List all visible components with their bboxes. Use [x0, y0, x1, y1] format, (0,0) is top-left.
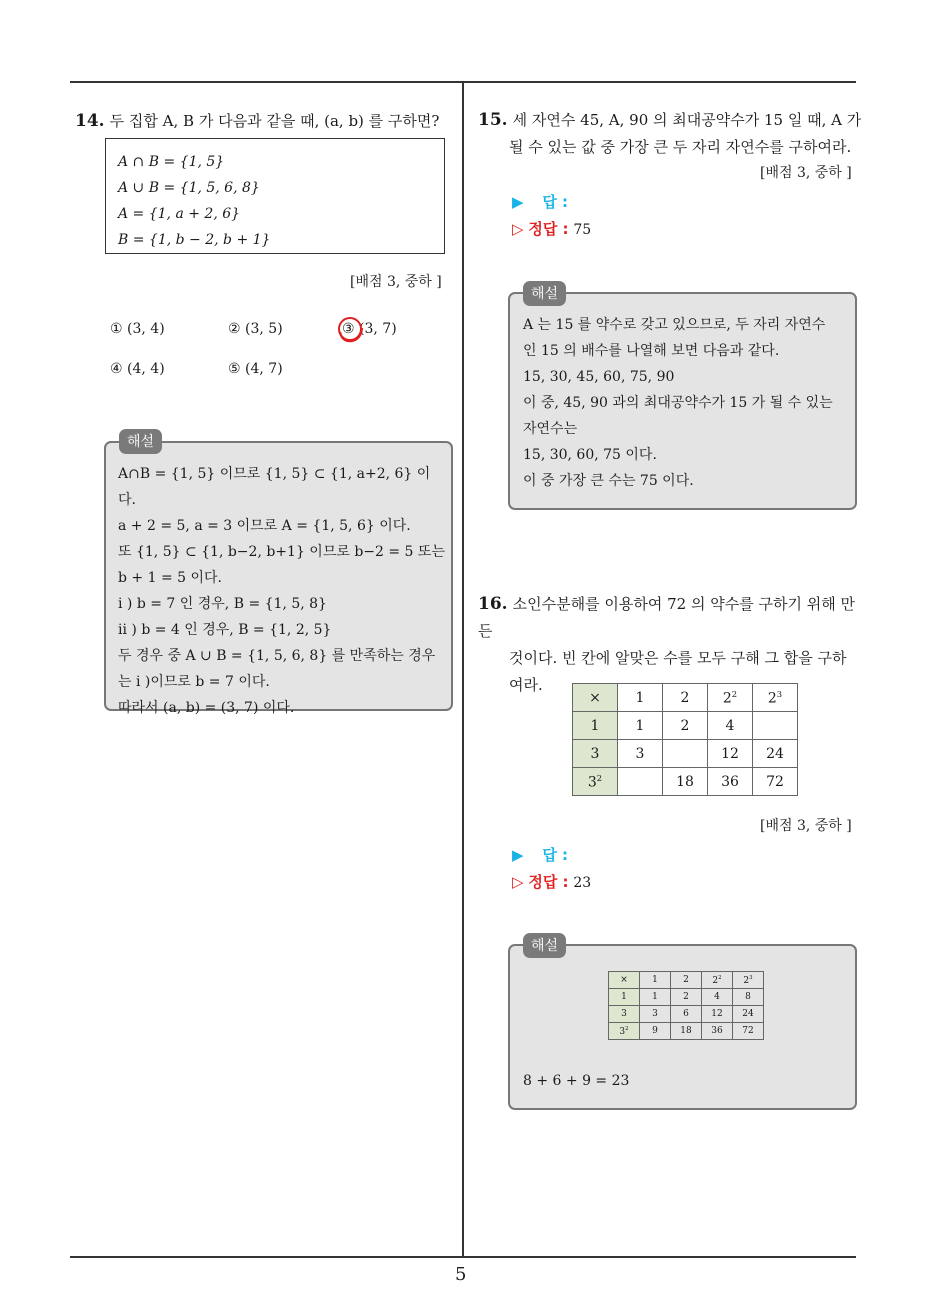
table-cell: 1 — [609, 989, 640, 1006]
table-cell: 1 — [618, 712, 663, 740]
question-text-line: 세 자연수 45, A, 90 의 최대공약수가 15 일 때, A 가 — [512, 111, 862, 129]
question-text-line: 것이다. 빈 칸에 알맞은 수를 모두 구해 그 합을 구하 — [509, 649, 847, 667]
question-text-line: 소인수분해를 이용하여 72 의 약수를 구하기 위해 만든 — [478, 595, 855, 640]
table-row — [609, 989, 764, 1006]
solution-line: 인 15 의 배수를 나열해 보면 다음과 같다. — [523, 343, 780, 359]
score-label: [배점 3, 중하 ] — [760, 818, 852, 834]
correct-marker-icon: ▷ — [512, 873, 524, 891]
solution-line: 15, 30, 60, 75 이다. — [523, 447, 657, 463]
table-row — [573, 740, 798, 768]
correct-label: 정답 : — [528, 873, 569, 891]
answer-label: 답 : — [542, 193, 569, 211]
choice-mark: ⑤ — [228, 361, 241, 377]
table-header-row — [609, 972, 764, 989]
solution-line: 따라서 (a, b) = (3, 7) 이다. — [118, 700, 295, 716]
solution-tag: 해설 — [523, 281, 566, 306]
question-number: 15. — [478, 110, 508, 130]
choice-mark: ③ — [342, 321, 355, 337]
table-cell: $2^3$ — [733, 972, 764, 989]
table-cell: 2 — [663, 684, 708, 712]
table-cell: $2^3$ — [753, 684, 798, 712]
correct-answer-row — [512, 218, 591, 239]
answer-marker-icon: ▶ — [512, 193, 524, 211]
table-cell: $2^2$ — [702, 972, 733, 989]
solution-equation: 8 + 6 + 9 = 23 — [523, 1073, 630, 1089]
page-number: 5 — [455, 1264, 467, 1285]
set-line: A ∩ B = {1, 5} — [118, 154, 225, 170]
table-cell: 2 — [671, 989, 702, 1006]
choice-value: (4, 7) — [245, 361, 283, 377]
table-cell: 18 — [663, 768, 708, 796]
table-cell: 3 — [609, 1006, 640, 1023]
question-text-line: 여라. — [509, 676, 543, 694]
set-line: A = {1, a + 2, 6} — [118, 206, 241, 222]
table-cell: 4 — [702, 989, 733, 1006]
table-cell: 8 — [733, 989, 764, 1006]
table-cell: 2 — [663, 712, 708, 740]
table-cell: × — [573, 684, 618, 712]
choice-value: (4, 4) — [127, 361, 165, 377]
score-label: [배점 3, 중하 ] — [760, 165, 852, 181]
table-cell: 6 — [671, 1006, 702, 1023]
table-cell-blank — [753, 712, 798, 740]
table-cell: 72 — [753, 768, 798, 796]
table-cell: 24 — [733, 1006, 764, 1023]
table-cell: 3 — [573, 740, 618, 768]
set-line: A ∪ B = {1, 5, 6, 8} — [118, 180, 260, 196]
question-15 — [478, 107, 863, 161]
solution-line: 는 i )이므로 b = 7 이다. — [118, 674, 270, 690]
divisor-table — [572, 683, 798, 796]
table-cell: 1 — [573, 712, 618, 740]
bottom-rule — [70, 1256, 856, 1258]
table-cell-blank — [618, 768, 663, 796]
answer-row — [512, 844, 568, 865]
solution-box — [508, 292, 857, 510]
choice-value: (3, 5) — [245, 321, 283, 337]
question-number: 16. — [478, 594, 508, 614]
solution-line: 자연수는 — [523, 421, 578, 437]
answer-marker-icon: ▶ — [512, 846, 524, 864]
table-cell: 1 — [640, 989, 671, 1006]
question-text-line: 될 수 있는 값 중 가장 큰 두 자리 자연수를 구하여라. — [509, 138, 852, 156]
question-number: 14. — [75, 111, 105, 131]
table-row — [573, 712, 798, 740]
solution-tag: 해설 — [523, 933, 566, 958]
choice-mark: ② — [228, 321, 241, 337]
choice-mark: ④ — [110, 361, 123, 377]
solution-line: ii ) b = 4 인 경우, B = {1, 2, 5} — [118, 622, 332, 638]
table-cell: 3 — [640, 1006, 671, 1023]
table-cell: $2^2$ — [708, 684, 753, 712]
solution-line: A 는 15 를 약수로 갖고 있으므로, 두 자리 자연수 — [523, 317, 826, 333]
choice-1[interactable] — [110, 321, 165, 337]
correct-value: 75 — [573, 222, 592, 238]
table-cell: 12 — [708, 740, 753, 768]
answer-row — [512, 191, 568, 212]
choice-value: (3, 7) — [359, 321, 397, 337]
table-cell: 9 — [640, 1023, 671, 1040]
table-cell: 24 — [753, 740, 798, 768]
correct-value: 23 — [573, 875, 592, 891]
solution-line: b + 1 = 5 이다. — [118, 570, 222, 586]
table-row — [573, 768, 798, 796]
table-cell: 12 — [702, 1006, 733, 1023]
table-cell: 36 — [708, 768, 753, 796]
table-cell: × — [609, 972, 640, 989]
choice-mark: ① — [110, 321, 123, 337]
set-line: B = {1, b − 2, b + 1} — [118, 232, 271, 248]
table-cell: 4 — [708, 712, 753, 740]
table-cell: $3^2$ — [609, 1023, 640, 1040]
choice-2[interactable] — [228, 321, 283, 337]
solution-line: a + 2 = 5, a = 3 이므로 A = {1, 5, 6} 이다. — [118, 518, 411, 534]
solution-tag: 해설 — [119, 429, 162, 454]
table-cell: 1 — [618, 684, 663, 712]
solution-box — [104, 441, 453, 716]
table-row — [609, 1006, 764, 1023]
table-cell: 3 — [618, 740, 663, 768]
table-header-row — [573, 684, 798, 712]
choice-5[interactable] — [228, 361, 283, 377]
solution-divisor-table — [608, 971, 764, 1040]
solution-line: 두 경우 중 A ∪ B = {1, 5, 6, 8} 를 만족하는 경우 — [118, 648, 436, 664]
solution-box — [508, 944, 857, 1110]
correct-marker-icon: ▷ — [512, 220, 524, 238]
correct-label: 정답 : — [528, 220, 569, 238]
solution-line: A∩B = {1, 5} 이므로 {1, 5} ⊂ {1, a+2, 6} 이다. — [118, 466, 431, 508]
table-cell: 1 — [640, 972, 671, 989]
column-divider — [462, 82, 464, 1257]
table-cell: 36 — [702, 1023, 733, 1040]
table-cell: 72 — [733, 1023, 764, 1040]
answer-label: 답 : — [542, 846, 569, 864]
question-14 — [75, 108, 455, 135]
choice-4[interactable] — [110, 361, 165, 377]
solution-line: 15, 30, 45, 60, 75, 90 — [523, 369, 675, 385]
table-cell: 18 — [671, 1023, 702, 1040]
selected-answer-circle-icon — [336, 315, 366, 345]
table-cell: 2 — [671, 972, 702, 989]
question-text: 두 집합 A, B 가 다음과 같을 때, (a, b) 를 구하면? — [109, 112, 440, 130]
table-cell-blank — [663, 740, 708, 768]
table-row — [609, 1023, 764, 1040]
table-cell: $3^2$ — [573, 768, 618, 796]
solution-line: 이 중 가장 큰 수는 75 이다. — [523, 473, 694, 489]
solution-line: 이 중, 45, 90 과의 최대공약수가 15 가 될 수 있는 — [523, 395, 833, 411]
solution-line: 또 {1, 5} ⊂ {1, b−2, b+1} 이므로 b−2 = 5 또는 — [118, 544, 445, 560]
score-label: [배점 3, 중하 ] — [350, 274, 442, 290]
choice-value: (3, 4) — [127, 321, 165, 337]
set-conditions-box — [105, 138, 445, 254]
correct-answer-row — [512, 871, 591, 892]
solution-line: i ) b = 7 인 경우, B = {1, 5, 8} — [118, 596, 327, 612]
